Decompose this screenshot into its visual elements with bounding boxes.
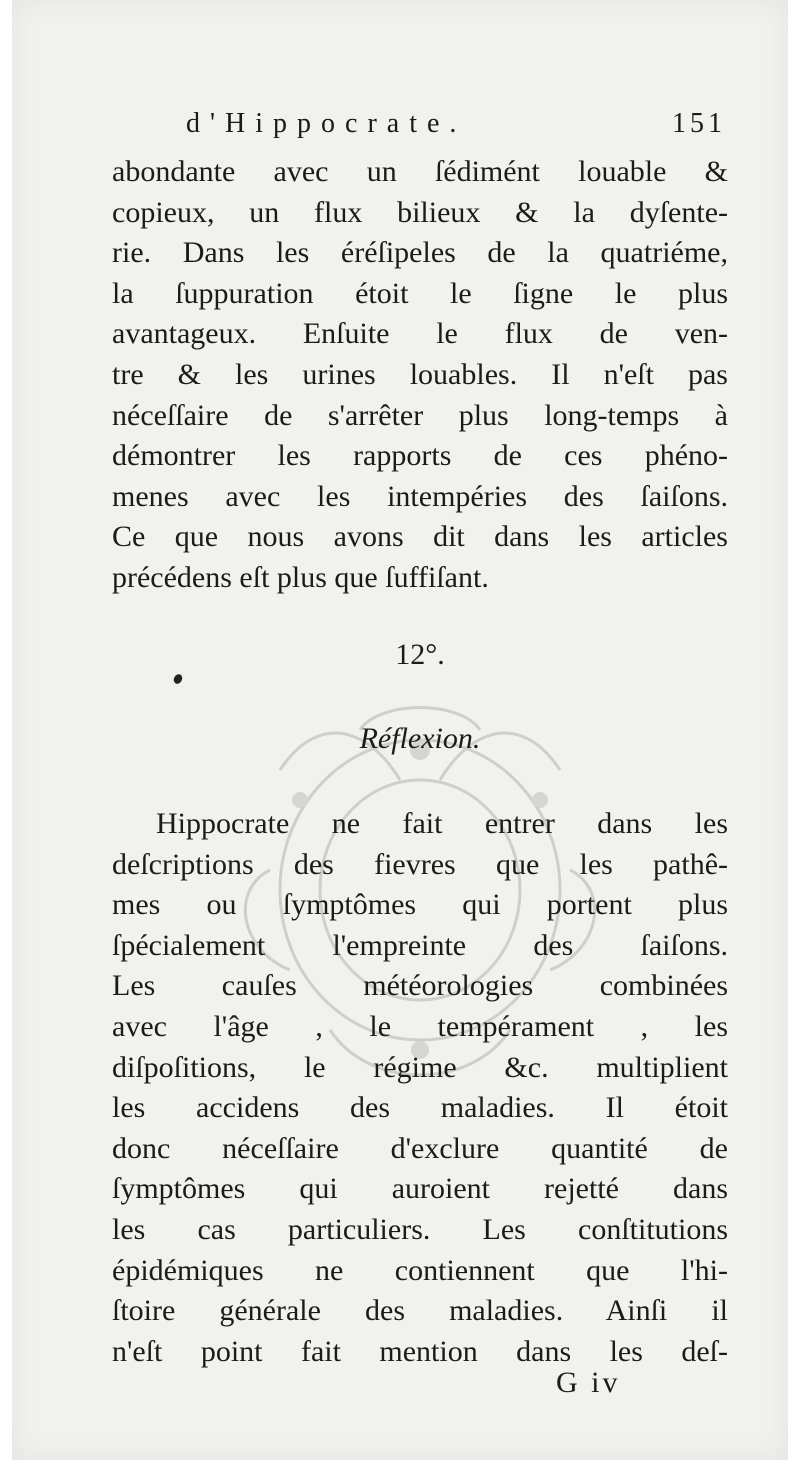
text-line: copieux, un flux bilieux & la dyſente-: [112, 195, 728, 229]
text-line: n'eſt point fait mention dans les deſ-: [112, 1334, 728, 1368]
text-line: précédens eſt plus que ſuffiſant.: [112, 560, 489, 594]
text-line: ſtoire générale des maladies. Ainſi il: [112, 1294, 728, 1328]
text-line: menes avec les intempéries des ſaiſons.: [112, 479, 728, 513]
text-line: tre & les urines louables. Il n'eſt pas: [112, 357, 728, 391]
text-line: donc néceſſaire d'exclure quantité de: [112, 1131, 728, 1165]
text-line: épidémiques ne contiennent que l'hi-: [112, 1253, 728, 1287]
paragraph-1: [112, 152, 728, 599]
signature-mark: G iv: [556, 1366, 621, 1399]
text-line: démontrer les rapports de ces phéno-: [112, 439, 728, 473]
scan-margin-left: [0, 0, 12, 1460]
paragraph-2: [112, 804, 728, 1372]
text-line: les cas particuliers. Les conſtitutions: [112, 1212, 728, 1246]
text-line: ſpécialement l'empreinte des ſaiſons.: [112, 928, 728, 962]
page-number: 151: [672, 108, 726, 139]
text-line: abondante avec un ſédimént louable &: [112, 155, 728, 188]
text-line: rie. Dans les éréſipeles de la quatriéme,: [112, 236, 728, 270]
text-line: avec l'âge , le tempérament , les: [112, 1009, 728, 1043]
text-line: les accidens des maladies. Il étoit: [112, 1091, 728, 1125]
section-number: 12°.: [395, 638, 445, 671]
text-line: Hippocrate ne fait entrer dans les: [156, 807, 728, 840]
text-line: deſcriptions des fievres que les pathê-: [112, 847, 728, 881]
running-head-title: d'Hippocrate.: [186, 108, 467, 139]
text-line: avantageux. Enſuite le flux de ven-: [112, 317, 728, 351]
running-head: [186, 108, 726, 148]
text-line: mes ou ſymptômes qui portent plus: [112, 888, 728, 922]
text-line: néceſſaire de s'arrêter plus long-temps à: [112, 398, 728, 432]
text-line: ſymptômes qui auroient rejetté dans: [112, 1172, 728, 1206]
text-line: diſpoſitions, le régime &c. multiplient: [112, 1050, 728, 1084]
text-line: Ce que nous avons dit dans les articles: [112, 520, 728, 554]
text-line: Les cauſes météorologies combinées: [112, 969, 728, 1003]
scan-margin-right: [788, 0, 800, 1460]
section-heading: Réflexion.: [359, 722, 481, 755]
text-line: la ſuppuration étoit le ſigne le plus: [112, 276, 728, 310]
